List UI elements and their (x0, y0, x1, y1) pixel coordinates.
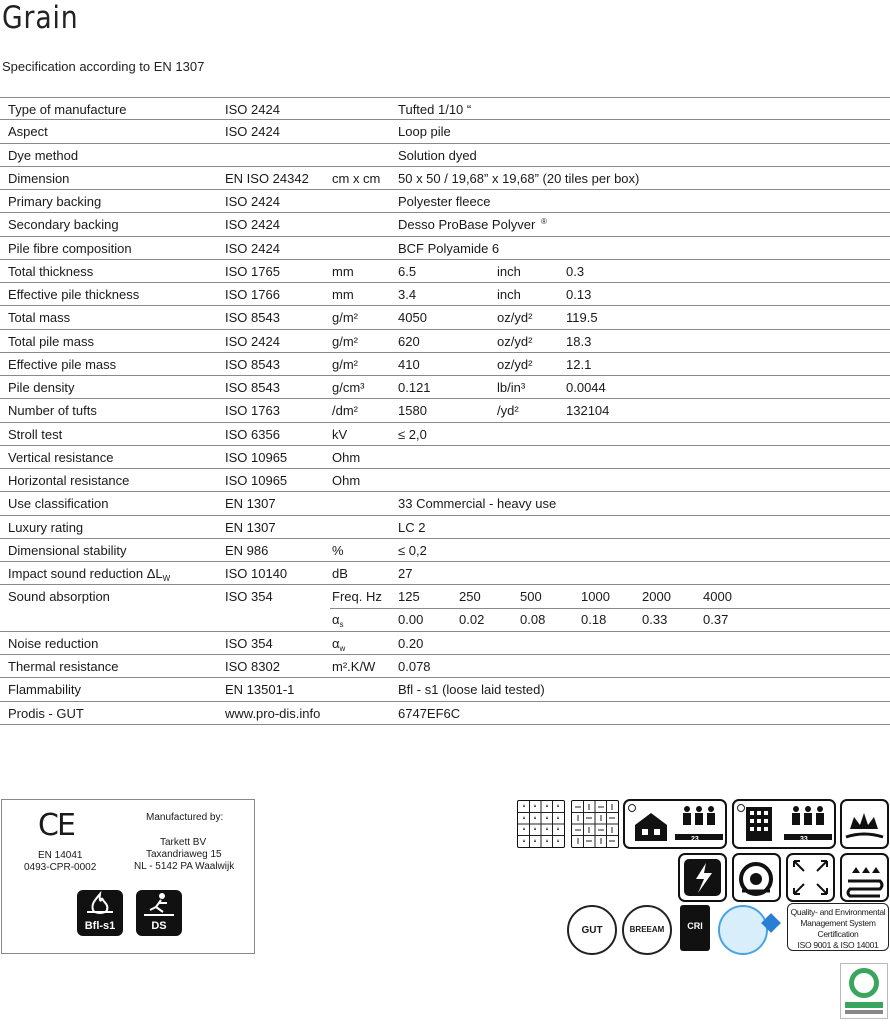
qems-line-3: ISO 9001 & ISO 14001 (797, 940, 879, 950)
spec-unit: g/cm³ (332, 380, 365, 395)
spec-standard: ISO 2424 (225, 194, 280, 209)
absorption-value: 0.37 (703, 612, 729, 628)
spec-label: Primary backing (8, 194, 102, 209)
spec-standard: ISO 354 (225, 589, 273, 605)
absorption-value: 0.18 (581, 612, 607, 628)
spec-unit: g/m² (332, 356, 358, 372)
ce-norm: EN 14041 (38, 850, 83, 861)
spec-row (0, 399, 890, 422)
alpha-symbol: α (332, 612, 340, 628)
underfloor-heating-icon (840, 853, 889, 902)
spec-value: ≤ 0,2 (398, 542, 427, 558)
cri-green-label-icon (680, 905, 710, 951)
dimensional-stability-icon (786, 853, 835, 902)
spec-value: 4050 (398, 310, 427, 326)
spec-value: LC 2 (398, 519, 426, 535)
spec-unit: Ohm (332, 449, 361, 465)
ce-certificate-box (1, 799, 255, 954)
spec-standard: EN 986 (225, 542, 269, 558)
spec-unit: cm x cm (332, 170, 381, 186)
alpha-subscript: s (339, 620, 344, 630)
spec-label: Dimension (8, 170, 70, 186)
spec-value-imperial: 132104 (566, 403, 610, 419)
cri-label: CRI (687, 921, 703, 931)
spec-row (0, 423, 890, 446)
spec-row (0, 492, 890, 515)
spec-unit: mm (332, 287, 354, 302)
spec-row (0, 260, 890, 283)
spec-row (0, 237, 890, 260)
spec-label: Thermal resistance (8, 659, 119, 674)
sound-divider (330, 608, 890, 609)
frequency-value: 4000 (703, 589, 732, 605)
spec-standard: ISO 2424 (225, 124, 280, 140)
alpha-symbol: α (332, 635, 340, 651)
spec-label: Horizontal resistance (8, 473, 130, 488)
spec-label: Dye method (8, 147, 79, 163)
spec-label: Prodis - GUT (8, 705, 84, 721)
spec-standard: ISO 8543 (225, 356, 280, 372)
spec-row (0, 539, 890, 562)
spec-value: 0.078 (398, 659, 431, 674)
spec-label: Effective pile mass (8, 356, 117, 372)
spec-row (0, 306, 890, 329)
page-subtitle: Specification according to EN 1307 (2, 59, 205, 74)
spec-standard: EN ISO 24342 (225, 170, 309, 186)
spec-standard: ISO 8543 (225, 310, 280, 326)
spec-unit: dB (332, 566, 348, 581)
spec-standard: ISO 1763 (225, 403, 280, 419)
spec-standard: ISO 2424 (225, 102, 280, 117)
spec-standard: EN 1307 (225, 496, 276, 512)
flame-icon (77, 890, 123, 918)
spec-row-sound-absorption (0, 585, 890, 632)
manufactured-by-label: Manufactured by: (146, 812, 224, 823)
spec-standard: ISO 10965 (225, 473, 288, 488)
breeam-seal-icon (622, 905, 672, 955)
spec-value: BCF Polyamide 6 (398, 240, 500, 256)
commercial-use-class-icon (732, 799, 836, 849)
spec-row (0, 678, 890, 701)
spec-value-imperial: 12.1 (566, 356, 592, 372)
spec-row (0, 213, 890, 236)
spec-value: Bfl - s1 (loose laid tested) (398, 682, 545, 698)
frequency-value: 500 (520, 589, 542, 605)
spec-value: Tufted 1/10 “ (398, 102, 472, 117)
spec-value: Loop pile (398, 124, 451, 140)
qems-certification-badge (787, 903, 889, 951)
spec-standard: ISO 2424 (225, 333, 280, 349)
spec-row-noise (0, 632, 890, 655)
spec-value-imperial: 18.3 (566, 333, 592, 349)
tile-pattern-monolithic-icon (517, 800, 565, 848)
castor-chair-icon (732, 853, 781, 902)
cradle-to-cradle-logo (840, 963, 888, 1019)
spec-value-imperial: 0.3 (566, 263, 585, 279)
spec-unit: m².K/W (332, 659, 376, 674)
spec-label: Total mass (8, 310, 71, 326)
spec-standard: www.pro-dis.info (225, 705, 321, 721)
spec-standard: ISO 10965 (225, 449, 288, 465)
spec-value: 0.20 (398, 635, 424, 651)
luxury-rating-icon (840, 799, 889, 849)
spec-label: Total pile mass (8, 333, 94, 349)
spec-label: Stroll test (8, 426, 63, 442)
spec-row (0, 353, 890, 376)
slip-person-icon (136, 890, 182, 918)
page-title: Grain (2, 0, 79, 36)
qems-line-1: Quality- and Environmental (790, 907, 886, 917)
spec-value: 410 (398, 356, 420, 372)
spec-standard: ISO 6356 (225, 426, 280, 442)
alpha-w-label (332, 636, 345, 653)
gut-seal-icon (567, 905, 617, 955)
spec-standard: ISO 10140 (225, 566, 288, 581)
spec-unit-imperial: inch (497, 263, 521, 279)
frequency-value: 2000 (642, 589, 671, 605)
domestic-use-class-value: 23 (691, 836, 699, 843)
spec-label: Luxury rating (8, 519, 84, 535)
spec-unit: Ohm (332, 473, 361, 488)
fire-class-badge (77, 890, 123, 936)
spec-row (0, 516, 890, 539)
spec-unit: /dm² (332, 403, 358, 419)
spec-value: 6747EF6C (398, 705, 461, 721)
spec-unit: % (332, 542, 344, 558)
impact-label-subscript: W (162, 574, 171, 583)
spec-label: Use classification (8, 496, 109, 512)
qems-line-2: Management System Certification (800, 918, 876, 939)
spec-row (0, 655, 890, 678)
gut-label: GUT (581, 925, 603, 936)
spec-value-imperial: 0.13 (566, 287, 592, 302)
spec-label: Pile fibre composition (8, 240, 132, 256)
spec-row (0, 144, 890, 167)
alpha-subscript: w (339, 643, 346, 653)
ce-cpr: 0493-CPR-0002 (24, 862, 97, 873)
spec-unit: g/m² (332, 333, 358, 349)
fire-class-label: Bfl-s1 (84, 920, 116, 932)
spec-standard: ISO 8543 (225, 380, 280, 395)
frequency-value: 125 (398, 589, 420, 605)
spec-value: Solution dyed (398, 147, 477, 163)
registered-mark: ® (541, 217, 547, 227)
absorption-value: 0.08 (520, 612, 546, 628)
manufacturer-name: Tarkett BV (160, 837, 207, 848)
spec-standard: ISO 2424 (225, 217, 280, 233)
ds-badge (136, 890, 182, 936)
spec-value: 6.5 (398, 263, 417, 279)
domestic-use-class-icon (623, 799, 727, 849)
spec-label: Dimensional stability (8, 542, 127, 558)
tile-pattern-quarter-turn-icon (571, 800, 619, 848)
spec-unit-imperial: oz/yd² (497, 333, 533, 349)
spec-row (0, 469, 890, 492)
breeam-label: BREEAM (629, 925, 665, 934)
spec-value: 50 x 50 / 19,68” x 19,68” (20 tiles per box) (398, 170, 640, 186)
spec-unit: g/m² (332, 310, 358, 326)
spec-unit-imperial: oz/yd² (497, 356, 533, 372)
specification-table (0, 97, 890, 725)
spec-value: 3.4 (398, 287, 417, 302)
spec-row (0, 376, 890, 399)
spec-value: 1580 (398, 403, 427, 419)
spec-label: Aspect (8, 124, 48, 140)
spec-standard: ISO 1766 (225, 287, 280, 302)
spec-label: Effective pile thickness (8, 287, 140, 302)
spec-value: 33 Commercial - heavy use (398, 496, 557, 512)
spec-row (0, 97, 890, 120)
manufacturer-city: NL - 5142 PA Waalwijk (134, 861, 235, 872)
ds-label: DS (151, 920, 167, 932)
spec-value: Polyester fleece (398, 194, 491, 209)
absorption-value: 0.00 (398, 612, 424, 628)
spec-standard: ISO 2424 (225, 240, 280, 256)
spec-unit-imperial: lb/in³ (497, 380, 526, 395)
spec-label (8, 566, 170, 583)
frequency-value: 250 (459, 589, 481, 605)
spec-row (0, 167, 890, 190)
impact-label-text: Impact sound reduction ΔL (8, 566, 163, 581)
spec-unit-imperial: inch (497, 287, 521, 302)
manufacturer-street: Taxandriaweg 15 (146, 849, 222, 860)
spec-label: Number of tufts (8, 403, 97, 419)
spec-value: ≤ 2,0 (398, 426, 427, 442)
spec-unit-imperial: /yd² (497, 403, 519, 419)
absorption-value: 0.02 (459, 612, 485, 628)
spec-standard: EN 13501-1 (225, 682, 295, 698)
spec-value: Desso ProBase Polyver (398, 217, 536, 233)
spec-value-imperial: 119.5 (566, 310, 598, 326)
spec-standard: ISO 1765 (225, 263, 280, 279)
spec-label: Secondary backing (8, 217, 119, 233)
spec-value: 27 (398, 566, 413, 581)
frequency-value: 1000 (581, 589, 610, 605)
ce-mark: CE (38, 808, 74, 843)
spec-row (0, 283, 890, 306)
spec-label: Total thickness (8, 263, 94, 279)
spec-unit: mm (332, 263, 354, 279)
spec-row-impact (0, 562, 890, 585)
spec-label: Sound absorption (8, 589, 110, 605)
indoor-air-seal-icon (718, 905, 768, 955)
spec-label: Noise reduction (8, 635, 99, 651)
spec-standard: ISO 8302 (225, 659, 280, 674)
antistatic-icon (678, 853, 727, 902)
spec-row (0, 330, 890, 353)
spec-row (0, 190, 890, 213)
spec-row (0, 446, 890, 469)
spec-row (0, 702, 890, 725)
spec-value-imperial: 0.0044 (566, 380, 606, 395)
spec-label: Flammability (8, 682, 81, 698)
spec-value: 620 (398, 333, 420, 349)
commercial-use-class-value: 33 (800, 836, 808, 843)
spec-label: Pile density (8, 380, 75, 395)
freq-label: Freq. Hz (332, 589, 382, 605)
spec-label: Vertical resistance (8, 449, 114, 465)
alpha-label (332, 612, 344, 629)
spec-standard: ISO 354 (225, 635, 273, 651)
spec-value: 0.121 (398, 380, 431, 395)
spec-row (0, 120, 890, 143)
spec-label: Type of manufacture (8, 102, 127, 117)
spec-unit: kV (332, 426, 348, 442)
spec-unit-imperial: oz/yd² (497, 310, 533, 326)
spec-standard: EN 1307 (225, 519, 276, 535)
absorption-value: 0.33 (642, 612, 668, 628)
